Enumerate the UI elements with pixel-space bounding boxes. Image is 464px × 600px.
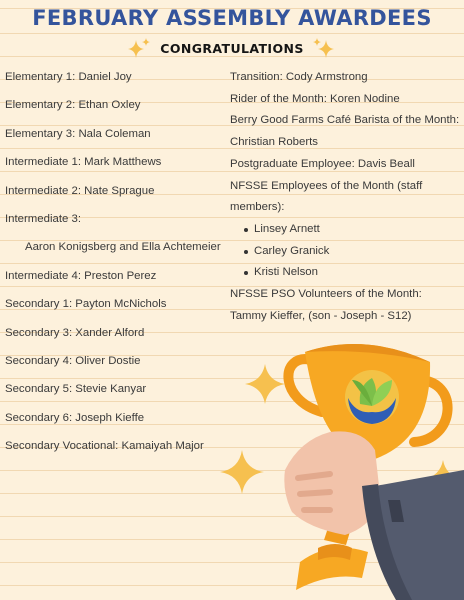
awardee-item: Postgraduate Employee: Davis Beall xyxy=(230,157,415,170)
awardee-item: Secondary 5: Stevie Kanyar xyxy=(5,383,147,396)
awardee-item: Intermediate 3: xyxy=(5,212,81,225)
awardee-item: Secondary 1: Payton McNichols xyxy=(5,298,167,311)
awardee-item: Secondary 6: Joseph Kieffe xyxy=(5,411,145,424)
awardee-item: Transition: Cody Armstrong xyxy=(230,71,368,83)
awardee-item: Elementary 1: Daniel Joy xyxy=(5,71,132,83)
staff-list-item: Linsey Arnett xyxy=(254,219,464,241)
awardee-item: Tammy Kieffer, (son - Joseph - S12) xyxy=(230,309,412,322)
awardee-item: Rider of the Month: Koren Nodine xyxy=(230,92,400,105)
awardee-item: Elementary 3: Nala Coleman xyxy=(5,127,151,140)
awardee-item: Aaron Konigsberg and Ella Achtemeier xyxy=(25,241,221,254)
staff-list-item: Kristi Nelson xyxy=(254,262,464,284)
awardee-item: Secondary 4: Oliver Dostie xyxy=(5,354,141,367)
awardee-item: NFSSE PSO Volunteers of the Month: xyxy=(230,288,422,301)
congratulations-heading: CONGRATULATIONS xyxy=(160,40,304,56)
awardee-item: Intermediate 1: Mark Matthews xyxy=(5,156,162,169)
awardee-item: Elementary 2: Ethan Oxley xyxy=(5,99,141,112)
awardee-item: Intermediate 2: Nate Sprague xyxy=(5,184,155,197)
awardee-item: Secondary Vocational: Kamaiyah Major xyxy=(5,440,204,453)
awardee-item: Christian Roberts xyxy=(230,136,318,149)
awardee-item: members): xyxy=(230,201,285,214)
page-title: FEBRUARY ASSEMBLY AWARDEES xyxy=(32,6,432,30)
sparkle-icon xyxy=(220,450,264,494)
awardee-item: Secondary 3: Xander Alford xyxy=(5,326,145,339)
hand-icon xyxy=(284,431,380,535)
awardee-item: Intermediate 4: Preston Perez xyxy=(5,269,157,282)
sparkle-icon xyxy=(245,364,285,404)
awardee-item: NFSSE Employees of the Month (staff xyxy=(230,179,423,192)
awardee-item: Berry Good Farms Café Barista of the Month: xyxy=(230,114,460,127)
staff-list-item: Carley Granick xyxy=(254,241,464,263)
